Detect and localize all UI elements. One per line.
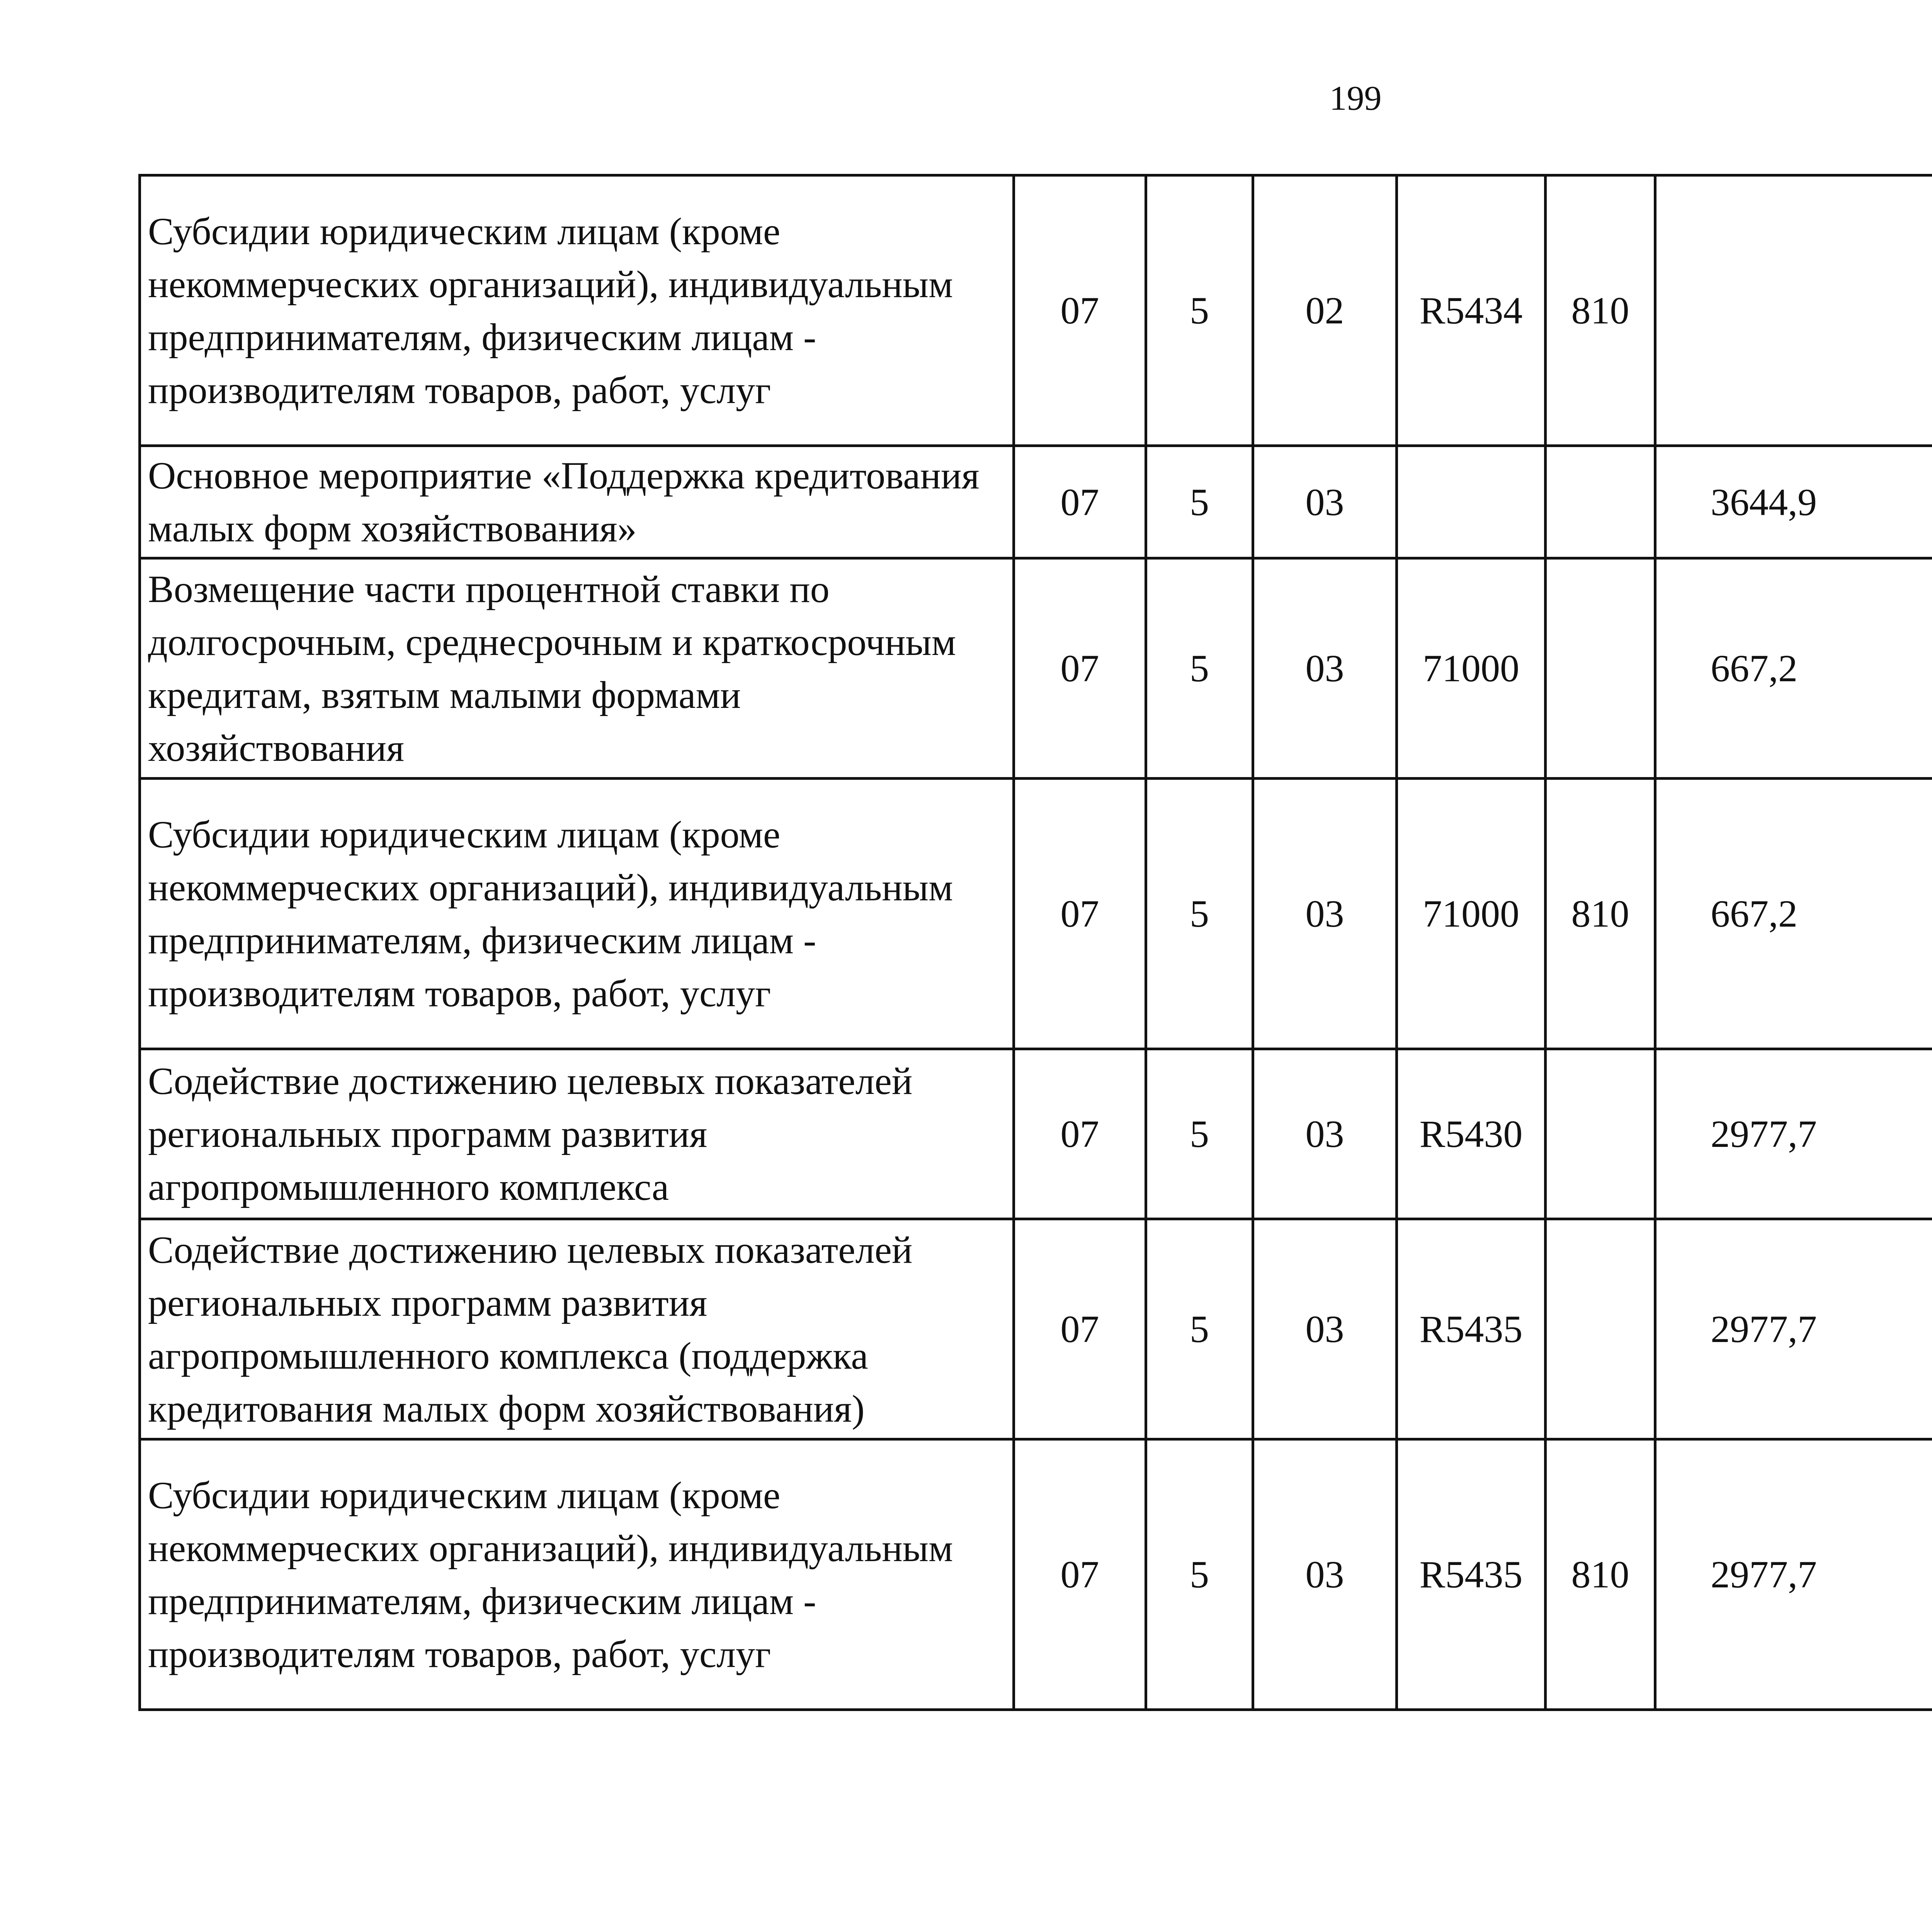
cell-program: 5	[1146, 1219, 1253, 1439]
row-name: Субсидии юридическим лицам (кроме некоммерческих организаций), индивидуальным предпринимателям, физическим лицам - производителям товаров, работ, услуг	[140, 175, 1014, 446]
page-number: 199	[1329, 79, 1382, 117]
cell-subprogram: 03	[1253, 1219, 1397, 1439]
cell-direction: R5435	[1397, 1219, 1546, 1439]
cell-program: 5	[1146, 175, 1253, 446]
cell-direction	[1397, 446, 1546, 558]
cell-subprogram: 02	[1253, 175, 1397, 446]
cell-program: 5	[1146, 1439, 1253, 1710]
row-name: Содействие достижению целевых показателей региональных программ развития агропромышленного комплекса	[140, 1049, 1014, 1219]
cell-program: 5	[1146, 1049, 1253, 1219]
table-row	[140, 779, 1932, 1049]
cell-section: 07	[1014, 558, 1146, 779]
cell-expense-type: 810	[1546, 779, 1655, 1049]
cell-section: 07	[1014, 1049, 1146, 1219]
row-name: Возмещение части процентной ставки по долгосрочным, среднесрочным и краткосрочным кредитам, взятым малыми формами хозяйствования	[140, 558, 1014, 779]
cell-expense-type	[1546, 1049, 1655, 1219]
cell-expense-type: 810	[1546, 175, 1655, 446]
cell-amount-1	[1655, 175, 1932, 446]
cell-subprogram: 03	[1253, 1439, 1397, 1710]
cell-expense-type: 810	[1546, 1439, 1655, 1710]
cell-amount-1: 2977,7	[1655, 1219, 1932, 1439]
cell-direction: R5430	[1397, 1049, 1546, 1219]
cell-section: 07	[1014, 175, 1146, 446]
cell-program: 5	[1146, 779, 1253, 1049]
row-name: Субсидии юридическим лицам (кроме некоммерческих организаций), индивидуальным предпринимателям, физическим лицам - производителям товаров, работ, услуг	[140, 1439, 1014, 1710]
cell-subprogram: 03	[1253, 558, 1397, 779]
cell-section: 07	[1014, 779, 1146, 1049]
table-row	[140, 1219, 1932, 1439]
cell-expense-type	[1546, 446, 1655, 558]
budget-table	[138, 174, 1932, 1711]
cell-program: 5	[1146, 446, 1253, 558]
cell-amount-1: 3644,9	[1655, 446, 1932, 558]
table-row	[140, 446, 1932, 558]
cell-amount-1: 667,2	[1655, 558, 1932, 779]
cell-section: 07	[1014, 1439, 1146, 1710]
table-row	[140, 1049, 1932, 1219]
cell-amount-1: 667,2	[1655, 779, 1932, 1049]
cell-section: 07	[1014, 446, 1146, 558]
cell-direction: 71000	[1397, 779, 1546, 1049]
cell-subprogram: 03	[1253, 1049, 1397, 1219]
cell-direction: 71000	[1397, 558, 1546, 779]
cell-subprogram: 03	[1253, 779, 1397, 1049]
cell-direction: R5435	[1397, 1439, 1546, 1710]
cell-subprogram: 03	[1253, 446, 1397, 558]
table-row	[140, 558, 1932, 779]
cell-amount-1: 2977,7	[1655, 1439, 1932, 1710]
table-row	[140, 175, 1932, 446]
cell-direction: R5434	[1397, 175, 1546, 446]
cell-amount-1: 2977,7	[1655, 1049, 1932, 1219]
cell-expense-type	[1546, 1219, 1655, 1439]
cell-section: 07	[1014, 1219, 1146, 1439]
table-row	[140, 1439, 1932, 1710]
row-name: Субсидии юридическим лицам (кроме некоммерческих организаций), индивидуальным предпринимателям, физическим лицам - производителям товаров, работ, услуг	[140, 779, 1014, 1049]
row-name: Основное мероприятие «Поддержка кредитования малых форм хозяйствования»	[140, 446, 1014, 558]
cell-program: 5	[1146, 558, 1253, 779]
row-name: Содействие достижению целевых показателей региональных программ развития агропромышленного комплекса (поддержка кредитования малых форм хозяйствования)	[140, 1219, 1014, 1439]
cell-expense-type	[1546, 558, 1655, 779]
